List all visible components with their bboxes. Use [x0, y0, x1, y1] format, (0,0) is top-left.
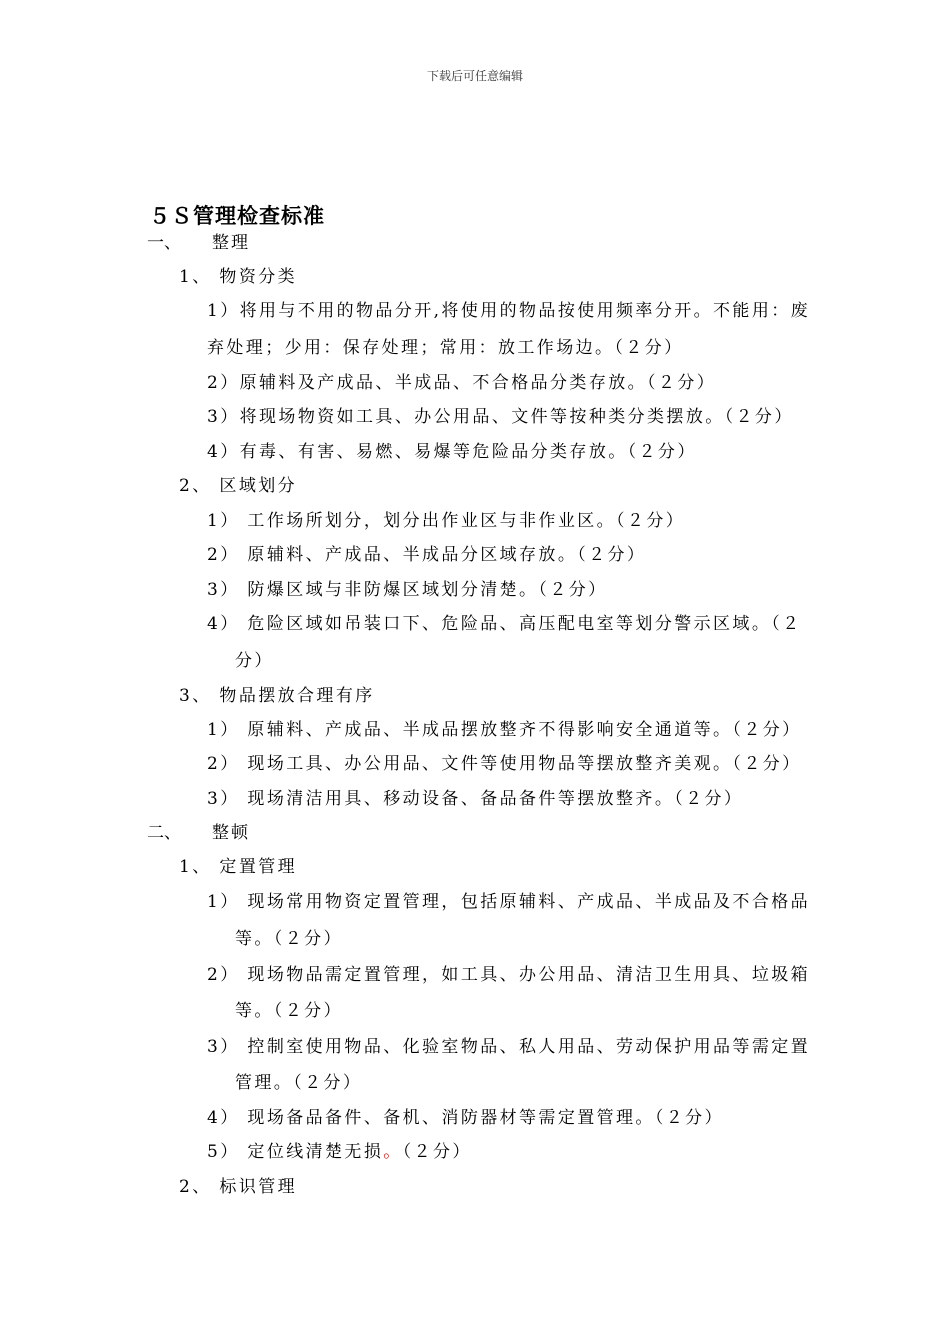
list-item: 2） 现场工具、办公用品、文件等使用物品等摆放整齐美观。（２分） [207, 754, 802, 774]
list-item: 管理。（２分） [235, 1073, 363, 1093]
list-item: 1） 工作场所划分，划分出作业区与非作业区。（２分） [207, 511, 686, 531]
list-item: 2）原辅料及产成品、半成品、不合格品分类存放。（２分） [207, 373, 717, 393]
list-item-score: （２分） [402, 1142, 472, 1162]
section-title: 整顿 [212, 823, 250, 843]
subsection-title: 2、 区域划分 [179, 476, 298, 496]
section-title: 整理 [212, 233, 250, 253]
list-item: 4） 现场备品备件、备机、消防器材等需定置管理。（２分） [207, 1108, 724, 1128]
list-item: 3）将现场物资如工具、办公用品、文件等按种类分类摆放。（２分） [207, 407, 794, 427]
list-item: 等。（２分） [235, 1001, 343, 1021]
list-item: 分） [235, 651, 274, 671]
section-number: 二、 [147, 823, 181, 843]
list-item: 3） 控制室使用物品、化验室物品、私人用品、劳动保护用品等需定置 [207, 1037, 811, 1057]
list-item: 4） 危险区域如吊装口下、危险品、高压配电室等划分警示区域。（２ [207, 614, 802, 634]
list-item: 等。（２分） [235, 929, 343, 949]
list-item: 3） 防爆区域与非防爆区域划分清楚。（２分） [207, 580, 608, 600]
page-header: 下载后可任意编辑 [426, 69, 523, 83]
subsection-title: 2、 标识管理 [179, 1177, 298, 1197]
list-item: 1）将用与不用的物品分开,将使用的物品按使用频率分开。不能用：废 [207, 301, 811, 321]
subsection-title: 1、 定置管理 [179, 857, 298, 877]
list-item: 弃处理；少用：保存处理；常用：放工作场边。（２分） [207, 338, 684, 358]
list-item-text: 5） 定位线清楚无损 [207, 1142, 384, 1162]
subsection-title: 1、 物资分类 [179, 267, 298, 287]
list-item: 1） 现场常用物资定置管理，包括原辅料、产成品、半成品及不合格品 [207, 892, 811, 912]
list-item: 4）有毒、有害、易燃、易爆等危险品分类存放。（２分） [207, 442, 697, 462]
list-item: 3） 现场清洁用具、移动设备、备品备件等摆放整齐。（２分） [207, 789, 744, 809]
list-item: 1） 原辅料、产成品、半成品摆放整齐不得影响安全通道等。（２分） [207, 720, 802, 740]
list-item [207, 1137, 472, 1162]
subsection-title: 3、 物品摆放合理有序 [179, 686, 375, 706]
section-number: 一、 [147, 233, 181, 253]
document-title: ５Ｓ管理检查标准 [149, 204, 325, 228]
list-item: 2） 原辅料、产成品、半成品分区域存放。（２分） [207, 545, 647, 565]
red-period-mark: 。 [383, 1142, 403, 1162]
list-item: 2） 现场物品需定置管理，如工具、办公用品、清洁卫生用具、垃圾箱 [207, 965, 811, 985]
